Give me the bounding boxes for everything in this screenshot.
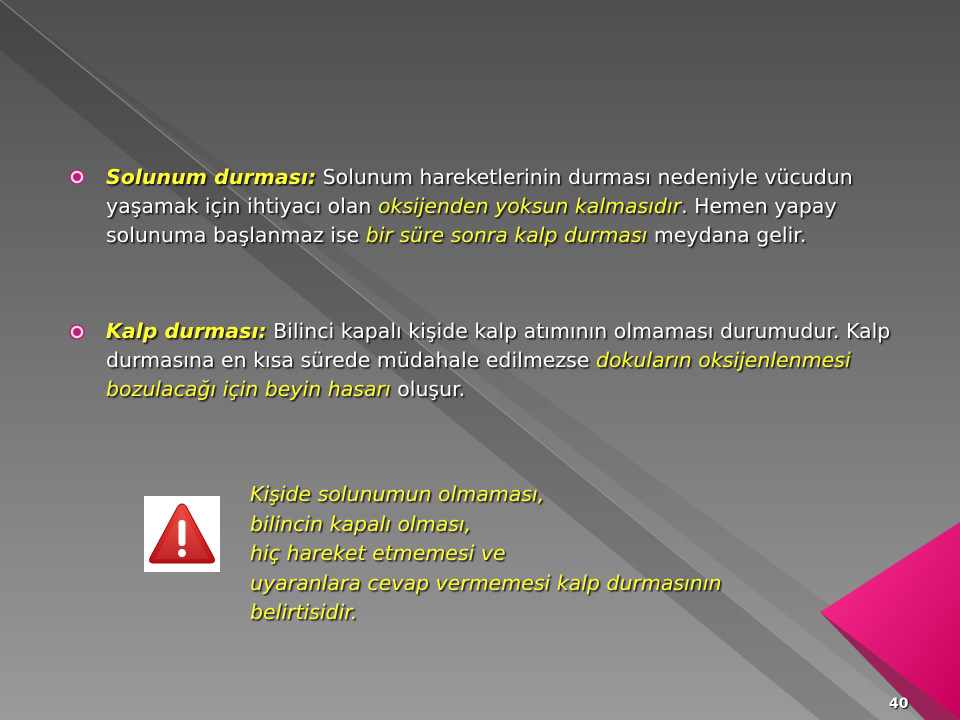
warning-line: belirtisidir. (250, 600, 358, 624)
term-label: Kalp durması: (106, 319, 267, 343)
circle-bullet-icon (68, 323, 86, 341)
bullet-paragraph-solunum (106, 163, 906, 250)
warning-triangle-icon (144, 496, 220, 572)
bullet-paragraph-kalp (106, 317, 906, 404)
bullet-text: oluşur. (390, 377, 466, 401)
circle-bullet-icon (68, 168, 86, 186)
bullet-text: Bilinci kapalı kişide kalp atımının olmaması durumudur. Kalp durmasına en kısa sürede müdahale edilmezse (106, 319, 891, 372)
warning-text-block (250, 480, 870, 628)
warning-line: bilincin kapalı olması, (250, 511, 472, 536)
bullet-text: Solunum hareketlerinin durması nedeniyle vücudun yaşamak için ihtiyacı olan (106, 165, 853, 218)
highlight-text: dokuların oksijenlenmesi bozulacağı için beyin hasarı (106, 348, 851, 401)
highlight-text: oksijenden yoksun kalmasıdır (377, 194, 682, 218)
warning-line: uyaranlara cevap vermemesi kalp durmasının (250, 570, 722, 595)
warning-line: hiç hareket etmemesi ve (250, 541, 506, 565)
highlight-text: bir süre sonra kalp durması (365, 223, 648, 247)
bullet-text: . Hemen yapay solunuma başlanmaz ise (106, 194, 837, 247)
page-number: 40 (889, 696, 909, 712)
warning-line: Kişide solunumun olmaması, (250, 482, 545, 506)
bullet-text: meydana gelir. (647, 223, 807, 247)
term-label: Solunum durması: (106, 165, 317, 189)
